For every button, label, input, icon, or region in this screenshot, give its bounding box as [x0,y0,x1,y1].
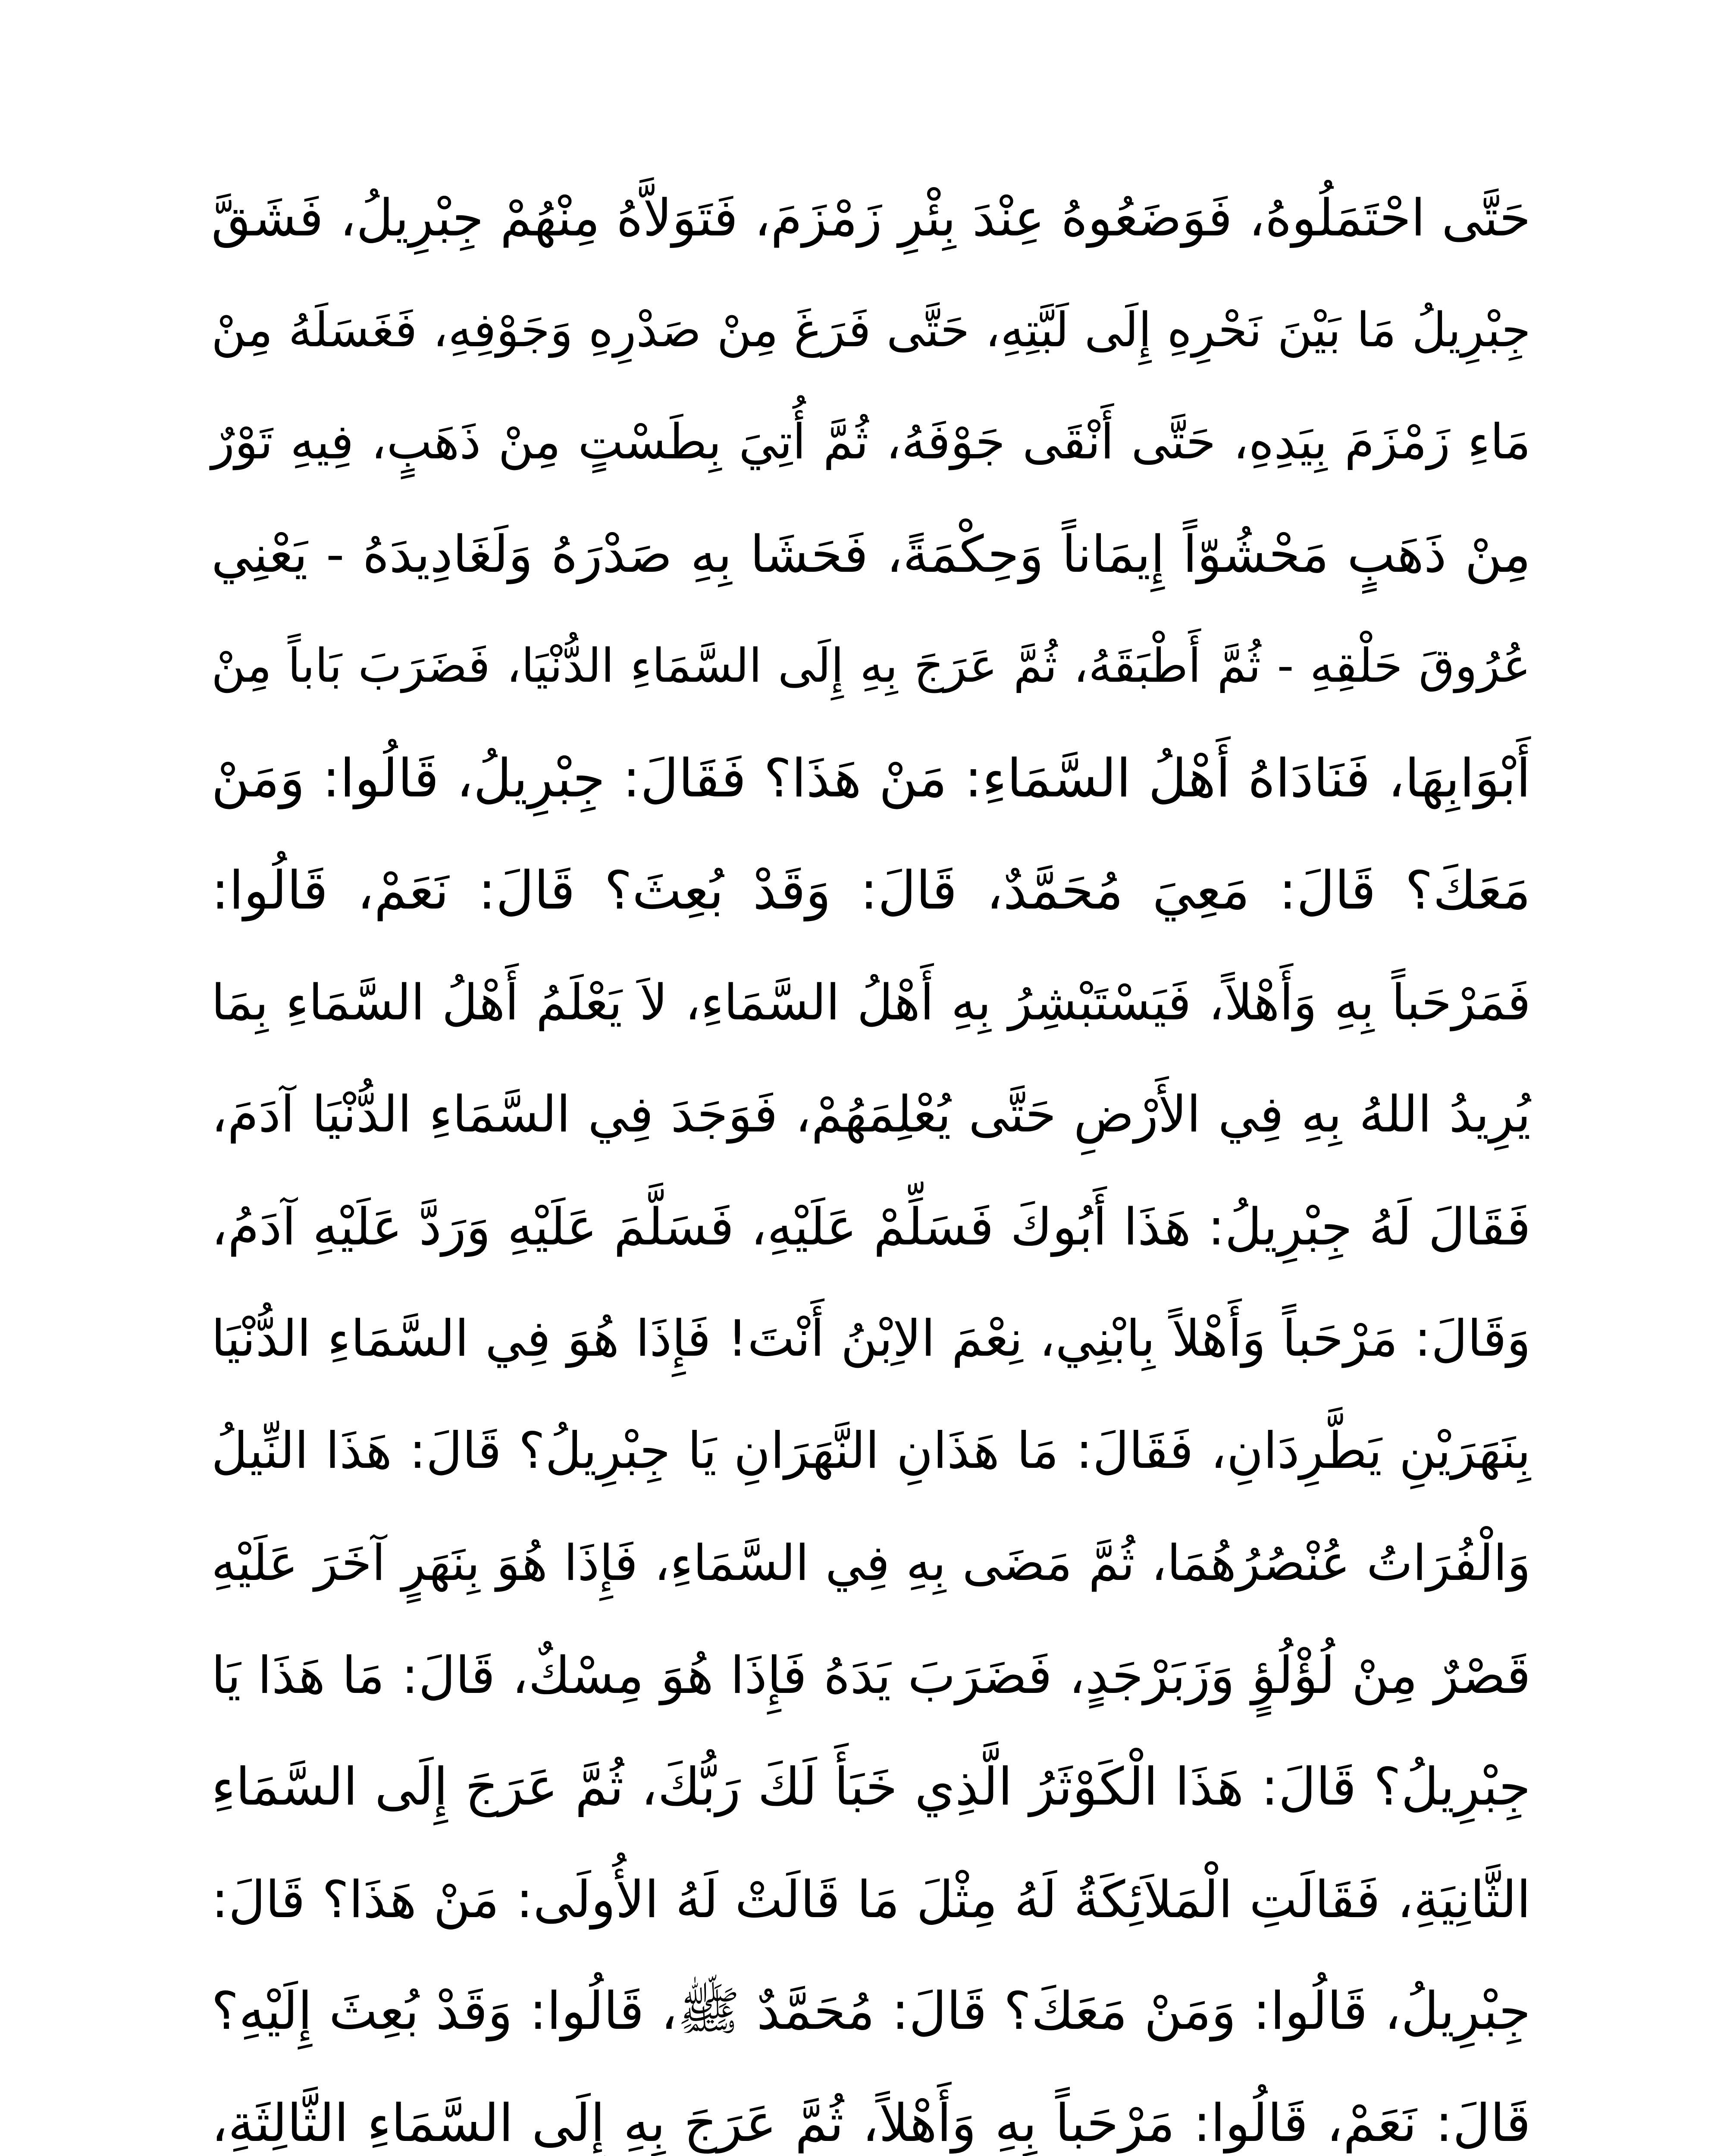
text-line: مِنْ ذَهَبٍ مَحْشُوّاً إِيمَاناً وَحِكْمَةً، فَحَشَا بِهِ صَدْرَهُ وَلَغَادِيدَهُ - يَعْنِي [211,524,1531,584]
text-line: جِبْرِيلُ مَا بَيْنَ نَحْرِهِ إِلَى لَبَّتِهِ، حَتَّى فَرَغَ مِنْ صَدْرِهِ وَجَوْفِهِ، فَغَسَلَهُ مِنْ [211,302,1531,357]
text-line: وَقَالَ: مَرْحَباً وَأَهْلاً بِابْنِي، نِعْمَ الاِبْنُ أَنْتَ! فَإِذَا هُوَ فِي السَّمَاءِ الدُّنْيَا [211,1310,1531,1368]
text-line: جِبْرِيلُ، قَالُوا: وَمَنْ مَعَكَ؟ قَالَ: مُحَمَّدٌ ﷺ، قَالُوا: وَقَدْ بُعِثَ إِلَيْهِ؟ [211,1981,1531,2041]
text-line: يُرِيدُ اللهُ بِهِ فِي الأَرْضِ حَتَّى يُعْلِمَهُمْ، فَوَجَدَ فِي السَّمَاءِ الدُّنْيَا آدَمَ، [211,1085,1531,1144]
text-line: جِبْرِيلُ؟ قَالَ: هَذَا الْكَوْثَرُ الَّذِي خَبَأَ لَكَ رَبُّكَ، ثُمَّ عَرَجَ إِلَى السَّمَاءِ [211,1757,1531,1817]
text-line: بِنَهَرَيْنِ يَطَّرِدَانِ، فَقَالَ: مَا هَذَانِ النَّهَرَانِ يَا جِبْرِيلُ؟ قَالَ: هَذَا النِّيلُ [211,1422,1531,1480]
text-line: عُرُوقَ حَلْقِهِ - ثُمَّ أَطْبَقَهُ، ثُمَّ عَرَجَ بِهِ إِلَى السَّمَاءِ الدُّنْيَا، فَضَرَبَ بَاباً مِنْ [211,639,1531,693]
text-line: فَمَرْحَباً بِهِ وَأَهْلاً، فَيَسْتَبْشِرُ بِهِ أَهْلُ السَّمَاءِ، لاَ يَعْلَمُ أَهْلُ السَّمَاءِ بِمَا [211,974,1531,1031]
text-line: فَقَالَ لَهُ جِبْرِيلُ: هَذَا أَبُوكَ فَسَلِّمْ عَلَيْهِ، فَسَلَّمَ عَلَيْهِ وَرَدَّ عَلَيْهِ آدَمُ، [211,1197,1531,1257]
text-line: قَصْرٌ مِنْ لُؤْلُؤٍ وَزَبَرْجَدٍ، فَضَرَبَ يَدَهُ فَإِذَا هُوَ مِسْكٌ، قَالَ: مَا هَذَا يَا [211,1645,1531,1705]
text-line: أَبْوَابِهَا، فَنَادَاهُ أَهْلُ السَّمَاءِ: مَنْ هَذَا؟ فَقَالَ: جِبْرِيلُ، قَالُوا: وَمَنْ [211,748,1531,809]
text-line: حَتَّى احْتَمَلُوهُ، فَوَضَعُوهُ عِنْدَ بِئْرِ زَمْزَمَ، فَتَوَلاَّهُ مِنْهُمْ جِبْرِيلُ، فَشَقَّ [211,188,1531,248]
text-line: مَاءِ زَمْزَمَ بِيَدِهِ، حَتَّى أَنْقَى جَوْفَهُ، ثُمَّ أُتِيَ بِطَسْتٍ مِنْ ذَهَبٍ، فِيهِ تَوْرٌ [211,414,1531,470]
text-line: الثَّانِيَةِ، فَقَالَتِ الْمَلاَئِكَةُ لَهُ مِثْلَ مَا قَالَتْ لَهُ الأُولَى: مَنْ هَذَا؟ قَالَ: [211,1870,1531,1929]
text-line: مَعَكَ؟ قَالَ: مَعِيَ مُحَمَّدٌ، قَالَ: وَقَدْ بُعِثَ؟ قَالَ: نَعَمْ، قَالُوا: [211,860,1531,921]
text-line: وَالْفُرَاتُ عُنْصُرُهُمَا، ثُمَّ مَضَى بِهِ فِي السَّمَاءِ، فَإِذَا هُوَ بِنَهَرٍ آخَرَ عَلَيْهِ [211,1534,1531,1592]
text-line: قَالَ: نَعَمْ، قَالُوا: مَرْحَباً بِهِ وَأَهْلاً، ثُمَّ عَرَجَ بِهِ إِلَى السَّمَاءِ الثَّالِثَةِ، [211,2093,1531,2153]
main-text [211,164,1531,2156]
